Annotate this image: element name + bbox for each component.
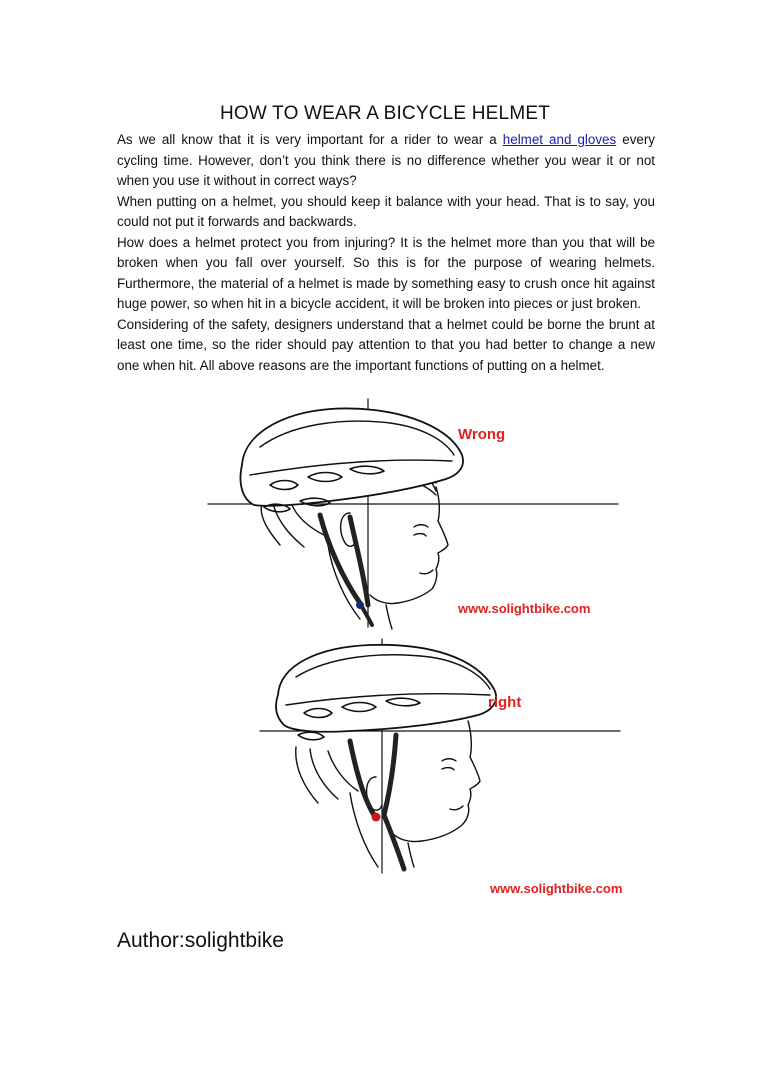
helmet-and-gloves-link[interactable]: helmet and gloves <box>502 132 617 147</box>
author-line: Author:solightbike <box>117 929 284 952</box>
wrong-diagram <box>208 399 618 629</box>
page-title: HOW TO WEAR A BICYCLE HELMET <box>219 103 551 124</box>
watermark-top: www.solightbike.com <box>458 601 591 616</box>
right-diagram <box>260 639 620 873</box>
paragraph-protection: How does a helmet protect you from injuring? It is the helmet more than you that will be broken when you fall over yourself. So this is for the purpose of wearing helmets. Furthermore, the material of a helmet is made by something easy to crush once hit against huge power, so when hit in a bicycle accident, it will be broken into pieces or just broken. <box>117 234 655 311</box>
helmet-illustration <box>200 395 670 910</box>
paragraph-intro <box>117 130 655 192</box>
paragraph-intro-after: every cycling time. However, don’t you think there is no difference whether you wear it or not when you use it without in correct ways? <box>117 132 656 188</box>
paragraph-balance: When putting on a helmet, you should keep it balance with your head. That is to say, you could not put it forwards and backwards. <box>117 193 655 229</box>
paragraph-safety: Considering of the safety, designers understand that a helmet could be borne the brunt at least one time, so the rider should pay attention to that you had better to change a new one when hit. All above reasons are the important functions of putting on a helmet. <box>117 316 655 373</box>
paragraph-intro-before: As we all know that it is very important for a rider to wear a <box>117 132 503 147</box>
right-label: right <box>488 694 522 711</box>
wrong-label: Wrong <box>458 426 506 443</box>
watermark-bottom: www.solightbike.com <box>490 881 623 896</box>
article-body <box>117 130 655 376</box>
